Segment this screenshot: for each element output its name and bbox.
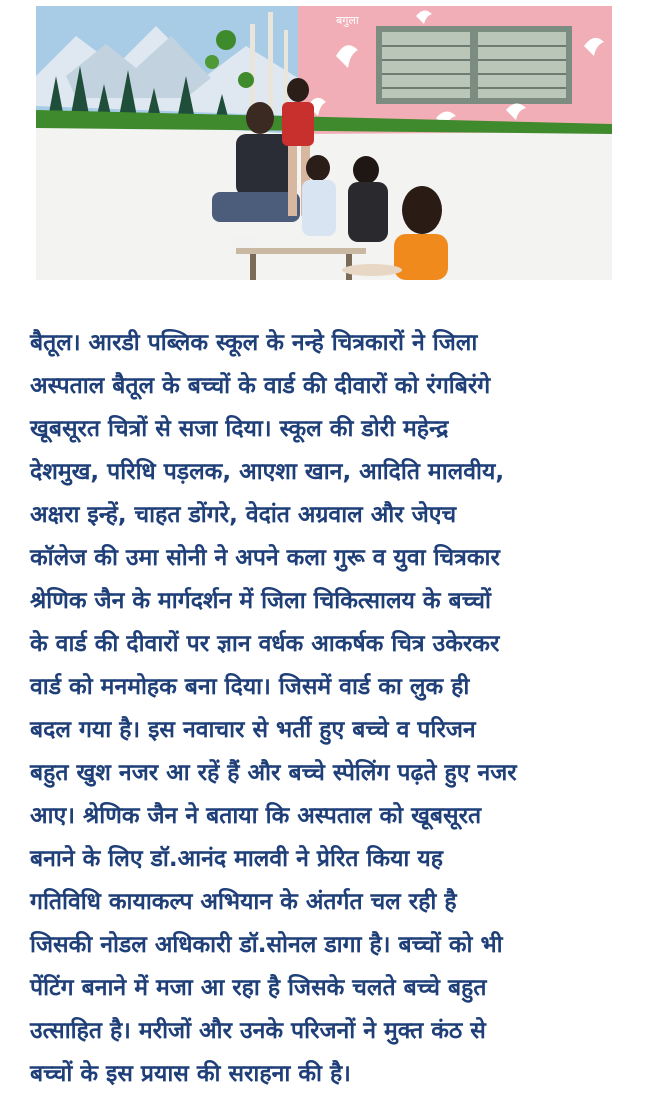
wall-word-label: बगुला [336, 14, 359, 27]
article-photo [36, 6, 612, 280]
body-line: देशमुख, परिधि पड़लक, आएशा खान, आदिति मालवीय, [30, 459, 505, 485]
body-line: बैतूल। आरडी पब्लिक स्कूल के नन्हे चित्रकारों ने जिला [30, 330, 478, 356]
mural-painting-image [36, 6, 612, 280]
body-line: बहुत खुश नजर आ रहें हैं और बच्चे स्पेलिंग पढ़ते हुए नजर [30, 760, 517, 786]
body-line: अक्षरा इन्हें, चाहत डोंगरे, वेदांत अग्रवाल और जेएच [30, 502, 457, 528]
body-line: के वार्ड की दीवारों पर ज्ञान वर्धक आकर्षक चित्र उकेरकर [30, 631, 500, 657]
body-line: उत्साहित है। मरीजों और उनके परिजनों ने मुक्त कंठ से [30, 1018, 486, 1044]
body-line: वार्ड को मनमोहक बना दिया। जिसमें वार्ड का लुक ही [30, 674, 470, 700]
body-line: आए। श्रेणिक जैन ने बताया कि अस्पताल को खूबसूरत [30, 803, 482, 829]
body-line: कॉलेज की उमा सोनी ने अपने कला गुरू व युवा चित्रकार [30, 545, 500, 571]
body-line: श्रेणिक जैन के मार्गदर्शन में जिला चिकित्सालय के बच्चों [30, 588, 491, 614]
body-line: बच्चों के इस प्रयास की सराहना की है। [30, 1061, 351, 1087]
body-line: बदल गया है। इस नवाचार से भर्ती हुए बच्चे व परिजन [30, 717, 476, 743]
body-line: गतिविधि कायाकल्प अभियान के अंतर्गत चल रही है [30, 889, 457, 915]
body-line: खूबसूरत चित्रों से सजा दिया। स्कूल की डोरी महेन्द्र [30, 416, 449, 442]
body-line: अस्पताल बैतूल के बच्चों के वार्ड की दीवारों को रंगबिरंगे [30, 373, 491, 399]
body-line: पेंटिंग बनाने में मजा आ रहा है जिसके चलते बच्चे बहुत [30, 975, 487, 1001]
body-line: बनाने के लिए डॉ.आनंद मालवी ने प्रेरित किया यह [30, 846, 443, 872]
body-line: जिसकी नोडल अधिकारी डॉ.सोनल डागा है। बच्चों को भी [30, 932, 503, 958]
article-body [30, 322, 626, 1096]
